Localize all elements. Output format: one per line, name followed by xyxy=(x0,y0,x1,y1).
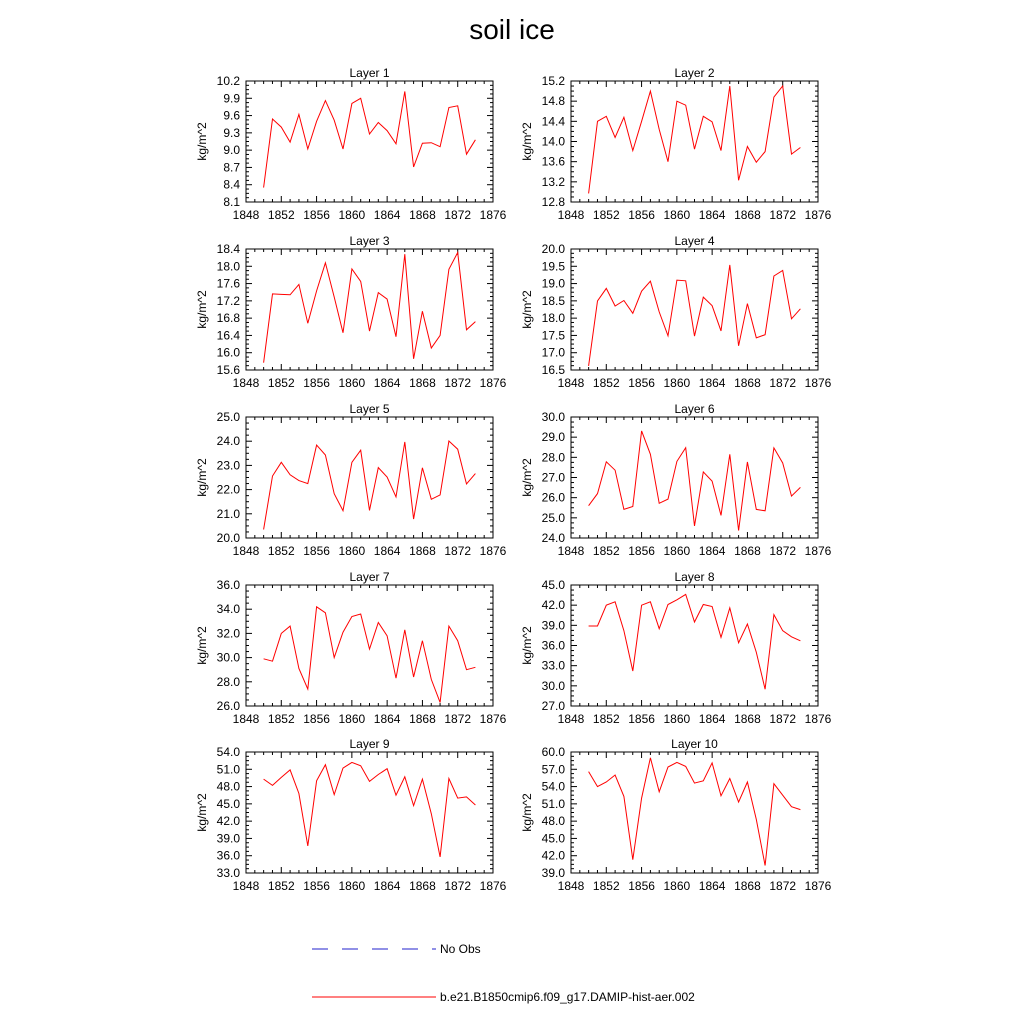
plot-frame xyxy=(246,585,493,706)
y-tick-label: 39.0 xyxy=(216,831,240,846)
x-tick-label: 1868 xyxy=(734,712,761,726)
y-tick-label: 33.0 xyxy=(216,866,240,880)
y-axis-label: kg/m^2 xyxy=(195,458,209,497)
x-tick-label: 1876 xyxy=(804,879,832,893)
y-tick-label: 24.0 xyxy=(216,434,240,449)
y-tick-label: 16.5 xyxy=(541,363,565,377)
x-tick-label: 1876 xyxy=(804,208,832,222)
y-tick-label: 25.0 xyxy=(216,410,240,424)
y-tick-label: 16.0 xyxy=(216,345,240,360)
x-tick-label: 1876 xyxy=(479,544,507,558)
x-tick-label: 1876 xyxy=(804,376,832,390)
panel-title: Layer 8 xyxy=(674,570,715,584)
y-tick-label: 30.0 xyxy=(541,410,565,424)
chart-panel-7 xyxy=(195,570,507,726)
y-tick-label: 18.4 xyxy=(216,242,240,256)
y-axis-label: kg/m^2 xyxy=(520,290,534,329)
x-tick-label: 1872 xyxy=(444,879,472,893)
x-tick-label: 1852 xyxy=(267,879,295,893)
plot-frame xyxy=(571,249,818,370)
y-axis-label: kg/m^2 xyxy=(520,793,534,832)
x-tick-label: 1864 xyxy=(373,879,401,893)
panel-title: Layer 6 xyxy=(674,402,715,416)
panel-title: Layer 9 xyxy=(349,737,390,751)
x-tick-label: 1868 xyxy=(409,879,436,893)
y-tick-label: 51.0 xyxy=(541,796,565,811)
x-tick-label: 1868 xyxy=(734,208,761,222)
y-tick-label: 28.0 xyxy=(216,674,240,689)
y-tick-label: 8.7 xyxy=(223,160,240,175)
x-tick-label: 1868 xyxy=(734,376,761,390)
x-tick-label: 1856 xyxy=(628,712,655,726)
y-tick-label: 18.0 xyxy=(541,311,565,326)
y-tick-label: 14.8 xyxy=(541,94,565,109)
y-axis-label: kg/m^2 xyxy=(520,626,534,665)
y-tick-label: 39.0 xyxy=(541,866,565,880)
y-tick-label: 48.0 xyxy=(216,779,240,794)
y-tick-label: 19.5 xyxy=(541,259,565,274)
x-tick-label: 1864 xyxy=(373,208,401,222)
x-tick-label: 1848 xyxy=(557,376,585,390)
plot-frame xyxy=(246,249,493,370)
x-tick-label: 1868 xyxy=(409,376,436,390)
series-line xyxy=(589,86,801,193)
y-tick-label: 20.0 xyxy=(541,242,565,256)
x-tick-label: 1872 xyxy=(769,208,797,222)
panel-title: Layer 2 xyxy=(674,66,715,80)
y-tick-label: 9.9 xyxy=(223,91,240,106)
x-tick-label: 1876 xyxy=(479,712,507,726)
x-tick-label: 1848 xyxy=(232,208,260,222)
x-tick-label: 1872 xyxy=(444,208,472,222)
x-tick-label: 1856 xyxy=(628,376,655,390)
panel-title: Layer 7 xyxy=(349,570,390,584)
y-tick-label: 45.0 xyxy=(541,831,565,846)
series-line xyxy=(264,441,476,530)
chart-panel-9 xyxy=(195,737,507,893)
page-title: soil ice xyxy=(469,14,555,45)
y-tick-label: 30.0 xyxy=(541,678,565,693)
x-tick-label: 1860 xyxy=(663,208,691,222)
x-tick-label: 1860 xyxy=(338,544,366,558)
series-line xyxy=(264,762,476,857)
y-tick-label: 8.1 xyxy=(223,195,240,209)
x-tick-label: 1860 xyxy=(663,376,691,390)
x-tick-label: 1864 xyxy=(698,376,726,390)
x-tick-label: 1852 xyxy=(267,376,295,390)
plot-frame xyxy=(246,81,493,202)
y-tick-label: 18.5 xyxy=(541,293,565,308)
x-tick-label: 1860 xyxy=(663,712,691,726)
y-tick-label: 9.3 xyxy=(223,125,240,140)
chart-panel-5 xyxy=(195,402,507,558)
x-tick-label: 1848 xyxy=(557,544,585,558)
x-tick-label: 1860 xyxy=(338,879,366,893)
series-line xyxy=(264,253,476,363)
y-tick-label: 42.0 xyxy=(541,598,565,613)
y-tick-label: 17.5 xyxy=(541,328,565,343)
x-tick-label: 1872 xyxy=(444,376,472,390)
x-tick-label: 1876 xyxy=(804,544,832,558)
x-tick-label: 1860 xyxy=(663,879,691,893)
x-tick-label: 1860 xyxy=(338,208,366,222)
y-tick-label: 12.8 xyxy=(541,195,565,209)
panel-title: Layer 5 xyxy=(349,402,390,416)
x-tick-label: 1868 xyxy=(409,208,436,222)
x-tick-label: 1848 xyxy=(232,544,260,558)
y-tick-label: 23.0 xyxy=(216,458,240,473)
series-line xyxy=(264,91,476,187)
y-axis-label: kg/m^2 xyxy=(195,793,209,832)
panel-title: Layer 3 xyxy=(349,234,390,248)
x-tick-label: 1856 xyxy=(303,712,330,726)
x-tick-label: 1860 xyxy=(663,544,691,558)
x-tick-label: 1868 xyxy=(734,879,761,893)
chart-panel-2 xyxy=(520,66,832,222)
y-tick-label: 20.0 xyxy=(216,531,240,545)
chart-panel-1 xyxy=(195,66,507,222)
x-tick-label: 1852 xyxy=(267,712,295,726)
y-axis-label: kg/m^2 xyxy=(195,626,209,665)
y-tick-label: 17.2 xyxy=(216,293,240,308)
x-tick-label: 1860 xyxy=(338,376,366,390)
y-tick-label: 32.0 xyxy=(216,626,240,641)
panel-title: Layer 4 xyxy=(674,234,715,248)
series-line xyxy=(589,594,801,689)
y-tick-label: 34.0 xyxy=(216,602,240,617)
y-tick-label: 17.0 xyxy=(541,345,565,360)
x-tick-label: 1852 xyxy=(267,208,295,222)
x-tick-label: 1848 xyxy=(232,879,260,893)
x-tick-label: 1856 xyxy=(303,879,330,893)
y-tick-label: 13.2 xyxy=(541,174,565,189)
x-tick-label: 1852 xyxy=(592,376,620,390)
y-tick-label: 25.0 xyxy=(541,510,565,525)
x-tick-label: 1856 xyxy=(628,879,655,893)
series-line xyxy=(589,265,801,366)
y-tick-label: 13.6 xyxy=(541,154,565,169)
x-tick-label: 1864 xyxy=(698,879,726,893)
x-tick-label: 1864 xyxy=(698,712,726,726)
plot-frame xyxy=(246,417,493,538)
y-tick-label: 42.0 xyxy=(216,814,240,829)
x-tick-label: 1876 xyxy=(479,879,507,893)
x-tick-label: 1856 xyxy=(628,208,655,222)
x-tick-label: 1864 xyxy=(373,544,401,558)
x-tick-label: 1848 xyxy=(557,712,585,726)
chart-panel-10 xyxy=(520,737,832,893)
chart-panel-3 xyxy=(195,234,507,390)
plot-frame xyxy=(571,752,818,873)
y-tick-label: 17.6 xyxy=(216,276,240,291)
x-tick-label: 1848 xyxy=(557,208,585,222)
x-tick-label: 1856 xyxy=(303,544,330,558)
plot-frame xyxy=(571,417,818,538)
x-tick-label: 1876 xyxy=(479,376,507,390)
x-tick-label: 1852 xyxy=(592,544,620,558)
y-tick-label: 29.0 xyxy=(541,430,565,445)
y-tick-label: 54.0 xyxy=(216,745,240,759)
x-tick-label: 1868 xyxy=(734,544,761,558)
chart-panel-8 xyxy=(520,570,832,726)
x-tick-label: 1860 xyxy=(338,712,366,726)
x-tick-label: 1856 xyxy=(303,208,330,222)
x-tick-label: 1852 xyxy=(267,544,295,558)
y-tick-label: 22.0 xyxy=(216,482,240,497)
x-tick-label: 1864 xyxy=(373,376,401,390)
y-tick-label: 39.0 xyxy=(541,618,565,633)
y-tick-label: 57.0 xyxy=(541,762,565,777)
x-tick-label: 1848 xyxy=(232,376,260,390)
x-tick-label: 1848 xyxy=(557,879,585,893)
x-tick-label: 1852 xyxy=(592,208,620,222)
y-tick-label: 16.8 xyxy=(216,311,240,326)
y-tick-label: 14.4 xyxy=(541,114,565,129)
x-tick-label: 1848 xyxy=(232,712,260,726)
legend-label: No Obs xyxy=(440,942,481,956)
x-tick-label: 1872 xyxy=(769,712,797,726)
y-axis-label: kg/m^2 xyxy=(520,458,534,497)
y-axis-label: kg/m^2 xyxy=(195,122,209,161)
x-tick-label: 1872 xyxy=(444,712,472,726)
y-tick-label: 8.4 xyxy=(223,177,240,192)
plot-frame xyxy=(571,585,818,706)
x-tick-label: 1856 xyxy=(628,544,655,558)
y-tick-label: 60.0 xyxy=(541,745,565,759)
y-tick-label: 24.0 xyxy=(541,531,565,545)
x-tick-label: 1856 xyxy=(303,376,330,390)
y-axis-label: kg/m^2 xyxy=(520,122,534,161)
y-tick-label: 21.0 xyxy=(216,506,240,521)
x-tick-label: 1852 xyxy=(592,879,620,893)
panel-title: Layer 1 xyxy=(349,66,390,80)
legend-label: b.e21.B1850cmip6.f09_g17.DAMIP-hist-aer.002 xyxy=(440,990,695,1004)
x-tick-label: 1868 xyxy=(409,712,436,726)
y-tick-label: 9.6 xyxy=(223,108,240,123)
series-line xyxy=(589,758,801,866)
y-tick-label: 26.0 xyxy=(541,490,565,505)
y-tick-label: 9.0 xyxy=(223,143,240,158)
y-tick-label: 18.0 xyxy=(216,259,240,274)
y-tick-label: 16.4 xyxy=(216,328,240,343)
y-tick-label: 10.2 xyxy=(216,74,240,88)
y-tick-label: 28.0 xyxy=(541,450,565,465)
plot-frame xyxy=(571,81,818,202)
x-tick-label: 1872 xyxy=(769,376,797,390)
panel-title: Layer 10 xyxy=(671,737,718,751)
x-tick-label: 1876 xyxy=(804,712,832,726)
y-tick-label: 48.0 xyxy=(541,814,565,829)
y-tick-label: 33.0 xyxy=(541,658,565,673)
y-tick-label: 54.0 xyxy=(541,779,565,794)
legend xyxy=(312,942,695,1004)
y-tick-label: 27.0 xyxy=(541,470,565,485)
y-tick-label: 19.0 xyxy=(541,276,565,291)
x-tick-label: 1864 xyxy=(698,208,726,222)
y-tick-label: 27.0 xyxy=(541,699,565,713)
x-tick-label: 1872 xyxy=(769,544,797,558)
y-tick-label: 30.0 xyxy=(216,650,240,665)
y-tick-label: 15.2 xyxy=(541,74,565,88)
y-tick-label: 14.0 xyxy=(541,134,565,149)
y-tick-label: 36.0 xyxy=(541,638,565,653)
x-tick-label: 1868 xyxy=(409,544,436,558)
y-tick-label: 15.6 xyxy=(216,363,240,377)
chart-panel-4 xyxy=(520,234,832,390)
series-line xyxy=(264,607,476,703)
y-tick-label: 42.0 xyxy=(541,848,565,863)
y-tick-label: 36.0 xyxy=(216,578,240,592)
y-tick-label: 45.0 xyxy=(216,796,240,811)
y-tick-label: 36.0 xyxy=(216,848,240,863)
x-tick-label: 1852 xyxy=(592,712,620,726)
x-tick-label: 1864 xyxy=(698,544,726,558)
series-line xyxy=(589,431,801,531)
x-tick-label: 1872 xyxy=(444,544,472,558)
chart-panel-6 xyxy=(520,402,832,558)
plot-frame xyxy=(246,752,493,873)
y-tick-label: 45.0 xyxy=(541,578,565,592)
y-tick-label: 51.0 xyxy=(216,762,240,777)
x-tick-label: 1864 xyxy=(373,712,401,726)
y-tick-label: 26.0 xyxy=(216,699,240,713)
x-tick-label: 1872 xyxy=(769,879,797,893)
y-axis-label: kg/m^2 xyxy=(195,290,209,329)
x-tick-label: 1876 xyxy=(479,208,507,222)
